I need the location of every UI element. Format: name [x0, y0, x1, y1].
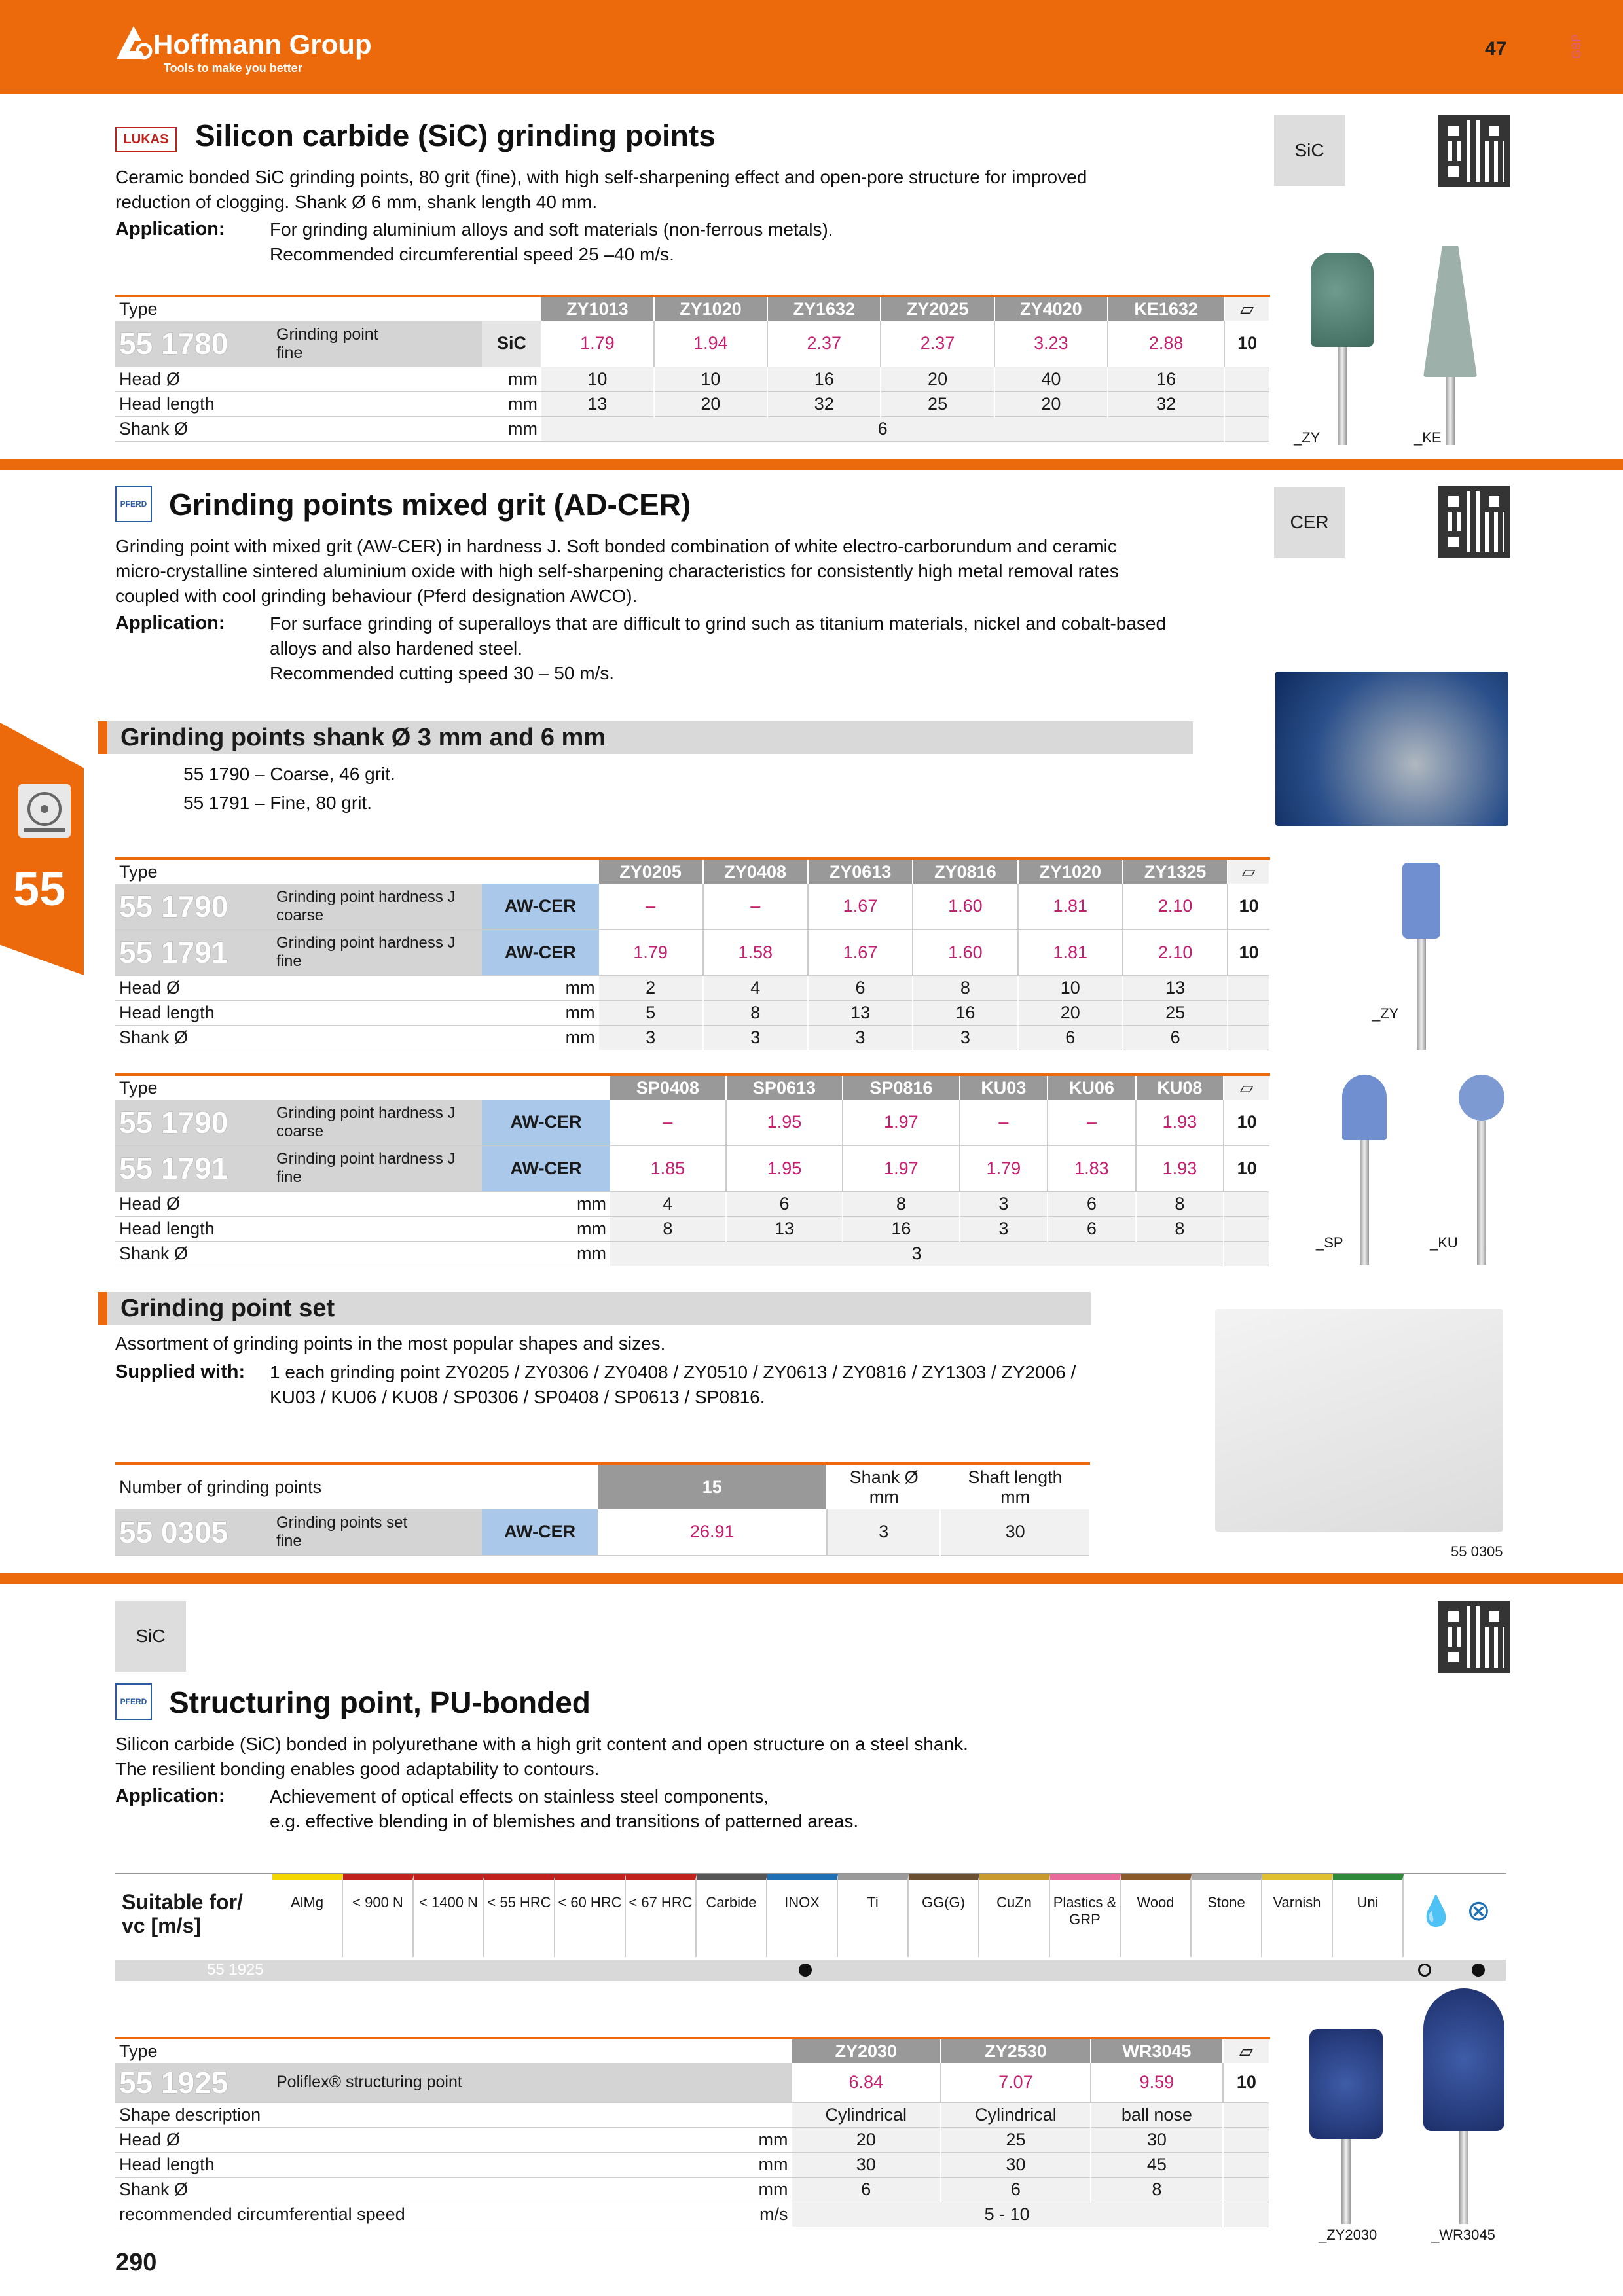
product-name: Grinding point hardness J coarse — [272, 884, 482, 929]
type-code: ZY2025 — [881, 296, 994, 321]
type-code: ZY0408 — [703, 859, 808, 884]
suitability-column: Plastics & GRP — [1050, 1874, 1121, 1957]
pferd-brand-logo: PFERD — [115, 486, 152, 522]
application-text: For surface grinding of superalloys that are difficult to grind such as titanium materials, nickel and cobalt-based — [270, 613, 1167, 634]
spec-label: Head Ø — [115, 367, 482, 391]
spec-value: 3 — [960, 1191, 1048, 1216]
spec-empty — [1228, 1025, 1269, 1050]
price: 26.91 — [598, 1509, 827, 1555]
spec-empty — [1224, 1191, 1269, 1216]
type-code: SP0408 — [610, 1075, 726, 1100]
type-code: SP0816 — [843, 1075, 959, 1100]
type-code: SP0613 — [726, 1075, 843, 1100]
article-number[interactable]: 55 1791 — [115, 1145, 272, 1191]
price: 9.59 — [1091, 2063, 1223, 2102]
spec-value: 30 — [941, 2152, 1091, 2177]
spec-value: 6 — [1018, 1025, 1123, 1050]
pferd-brand-logo: PFERD — [115, 1683, 152, 1720]
price: 1.85 — [610, 1145, 726, 1191]
type-label: Type — [115, 1075, 610, 1100]
type-code: ZY1325 — [1123, 859, 1228, 884]
product-table — [115, 2037, 1270, 2227]
image-caption: _ZY2030 — [1319, 2227, 1377, 2243]
article-number[interactable]: 55 1925 — [115, 2063, 272, 2102]
supplied-label: Supplied with: — [115, 1361, 246, 1382]
product-image — [1311, 253, 1374, 347]
spec-empty — [1223, 2152, 1269, 2177]
suitable-label: Suitable for/ vc [m/s] — [122, 1890, 243, 1937]
spec-value: 6 — [941, 2177, 1091, 2202]
spec-value: 13 — [808, 1000, 913, 1025]
spec-value: 6 — [792, 2177, 941, 2202]
spec-value: 25 — [881, 391, 994, 416]
spec-label: Head length — [115, 2152, 680, 2177]
description-line: The resilient bonding enables good adaptability to contours. — [115, 1759, 600, 1779]
price: – — [1048, 1100, 1136, 1145]
supplied-text: KU03 / KU06 / KU08 / SP0306 / SP0408 / SP0613 / SP0816. — [270, 1387, 765, 1407]
shank-image — [1417, 939, 1426, 1050]
spec-label: Shape description — [115, 2102, 680, 2127]
water-drop-icon: 💧 — [1418, 1895, 1454, 1928]
product-name: Poliflex® structuring point — [272, 2063, 792, 2102]
pack-size: 10 — [1228, 929, 1269, 975]
spec-value: 6 — [1048, 1191, 1136, 1216]
suitability-column: Uni — [1333, 1874, 1404, 1957]
spec-value: 20 — [994, 391, 1108, 416]
price: 1.60 — [913, 884, 1017, 929]
type-code: ZY0816 — [913, 859, 1017, 884]
qr-code-icon — [1438, 486, 1510, 558]
spec-empty — [1224, 1241, 1269, 1266]
pack-size: 10 — [1228, 884, 1269, 929]
type-code: KU08 — [1136, 1075, 1224, 1100]
type-code: ZY1013 — [541, 296, 654, 321]
pack-icon: ▱ — [1228, 859, 1269, 884]
spec-label: Shank Ø — [115, 1025, 482, 1050]
bond-type: AW-CER — [482, 1100, 610, 1145]
image-caption: _KU — [1430, 1234, 1458, 1251]
suitability-column: GG(G) — [909, 1874, 979, 1957]
article-number[interactable]: 55 1790 — [115, 884, 272, 929]
description-line: reduction of clogging. Shank Ø 6 mm, shank length 40 mm. — [115, 192, 598, 212]
no-water-icon: ⊗ — [1467, 1895, 1491, 1927]
price: 1.81 — [1018, 929, 1123, 975]
spec-value: 6 — [808, 975, 913, 1000]
spec-empty — [1223, 2202, 1269, 2227]
spec-label: Shank Ø — [115, 2177, 680, 2202]
suitability-column: INOX — [767, 1874, 838, 1957]
spec-unit: mm — [482, 1025, 599, 1050]
image-caption: _SP — [1316, 1234, 1343, 1251]
spec-value: 13 — [726, 1216, 843, 1241]
article-number[interactable]: 55 1790 — [115, 1100, 272, 1145]
image-caption: _ZY — [1294, 429, 1321, 446]
product-name: Grinding point hardness J fine — [272, 929, 482, 975]
footer-page-number: 290 — [115, 2249, 157, 2276]
product-name: Grinding point hardness J coarse — [272, 1100, 482, 1145]
supplied-text: 1 each grinding point ZY0205 / ZY0306 / ZY0408 / ZY0510 / ZY0613 / ZY0816 / ZY1303 / ZY2006 / — [270, 1362, 1076, 1382]
section-title: Grinding points mixed grit (AD-CER) — [169, 488, 691, 522]
wet-dot-icon — [1472, 1964, 1485, 1977]
shaft-length-header: Shaft length mm — [940, 1463, 1090, 1509]
spec-unit: mm — [482, 391, 541, 416]
spec-value: 10 — [1018, 975, 1123, 1000]
suitability-column: < 60 HRC — [555, 1874, 626, 1957]
spec-value: 10 — [541, 367, 654, 391]
spec-label: recommended circumferential speed — [115, 2202, 680, 2227]
spec-unit: mm — [482, 1000, 599, 1025]
application-text: For grinding aluminium alloys and soft materials (non-ferrous metals). — [270, 219, 833, 240]
material-tag: SiC — [115, 1601, 186, 1672]
product-image — [1402, 863, 1440, 939]
spec-value: 20 — [654, 391, 767, 416]
type-code: ZY0613 — [808, 859, 913, 884]
application-label: Application: — [115, 1785, 225, 1806]
pack-icon: ▱ — [1224, 296, 1269, 321]
price: 1.79 — [541, 321, 654, 367]
type-code: ZY1020 — [654, 296, 767, 321]
product-image — [1342, 1075, 1387, 1140]
pack-size: 10 — [1224, 1100, 1269, 1145]
type-code: WR3045 — [1091, 2038, 1223, 2063]
spec-label: Head length — [115, 1216, 482, 1241]
spec-unit: mm — [482, 1241, 610, 1266]
spec-value: 3 — [960, 1216, 1048, 1241]
bond-type: AW-CER — [482, 884, 599, 929]
suitability-matrix — [115, 1873, 1506, 1979]
chapter-number: 55 — [13, 863, 66, 916]
shank-image — [1338, 347, 1347, 445]
spec-label: Head Ø — [115, 2127, 680, 2152]
suitability-column: < 1400 N — [414, 1874, 484, 1957]
catalog-page-number: 47 — [1485, 38, 1507, 60]
spec-value: 30 — [792, 2152, 941, 2177]
shank-image — [1459, 2131, 1468, 2224]
price: 2.88 — [1108, 321, 1224, 367]
spec-value: 5 — [599, 1000, 703, 1025]
spec-value: 3 — [808, 1025, 913, 1050]
application-text: alloys and also hardened steel. — [270, 638, 523, 658]
spec-value: 16 — [843, 1216, 959, 1241]
price: 1.93 — [1136, 1100, 1224, 1145]
price: 1.94 — [654, 321, 767, 367]
type-code: ZY0205 — [599, 859, 703, 884]
price: 1.67 — [808, 929, 913, 975]
suitability-column: Ti — [838, 1874, 909, 1957]
shank-header: Shank Ø mm — [827, 1463, 940, 1509]
spec-empty — [1223, 2177, 1269, 2202]
price: – — [703, 884, 808, 929]
spec-value: Cylindrical — [792, 2102, 941, 2127]
price: 2.37 — [881, 321, 994, 367]
spec-empty — [1224, 367, 1269, 391]
spec-value: 20 — [792, 2127, 941, 2152]
spec-value: 8 — [843, 1191, 959, 1216]
section-divider — [0, 1573, 1623, 1584]
article-number[interactable]: 55 1791 — [115, 929, 272, 975]
price: – — [960, 1100, 1048, 1145]
bond-type: AW-CER — [482, 929, 599, 975]
spec-value: 4 — [703, 975, 808, 1000]
price: 1.79 — [599, 929, 703, 975]
suitability-column: < 900 N — [343, 1874, 414, 1957]
spec-value: 8 — [1091, 2177, 1223, 2202]
pack-icon: ▱ — [1223, 2038, 1269, 2063]
grit-line: 55 1791 – Fine, 80 grit. — [183, 793, 372, 813]
spec-unit: mm — [482, 416, 541, 441]
product-name: Grinding points set fine — [272, 1509, 482, 1555]
suitability-column: AlMg — [272, 1874, 343, 1957]
set-count-label: Number of grinding points — [115, 1463, 598, 1509]
spec-value: 6 — [1123, 1025, 1228, 1050]
section-title: Structuring point, PU-bonded — [169, 1685, 591, 1719]
price: 1.93 — [1136, 1145, 1224, 1191]
application-text: Recommended cutting speed 30 – 50 m/s. — [270, 663, 615, 683]
price: 1.79 — [960, 1145, 1048, 1191]
country-code: GBP — [1570, 33, 1583, 59]
price: 2.10 — [1123, 929, 1228, 975]
price: 1.58 — [703, 929, 808, 975]
spec-value: ball nose — [1091, 2102, 1223, 2127]
description-line: micro-crystalline sintered aluminium oxide with high self-sharpening characteristics for consistently high metal removal rates — [115, 561, 1119, 581]
shank-image — [1341, 2139, 1351, 2224]
application-photo — [1275, 672, 1508, 826]
chapter-tab — [0, 723, 84, 975]
spec-value: 20 — [881, 367, 994, 391]
spec-value: 3 — [913, 1025, 1017, 1050]
product-name: Grinding point fine — [272, 321, 482, 367]
product-image — [1459, 1075, 1504, 1121]
subsection-title: Grinding points shank Ø 3 mm and 6 mm — [98, 721, 1193, 754]
image-caption: 55 0305 — [1451, 1543, 1503, 1560]
image-caption: _ZY — [1372, 1005, 1399, 1022]
suitability-column: Carbide — [697, 1874, 767, 1957]
price: 1.95 — [726, 1100, 843, 1145]
spec-value: 25 — [941, 2127, 1091, 2152]
price: 1.83 — [1048, 1145, 1136, 1191]
price: 3.23 — [994, 321, 1108, 367]
spec-value: 5 - 10 — [792, 2202, 1223, 2227]
price: – — [599, 884, 703, 929]
shank-image — [1360, 1140, 1369, 1265]
spec-value: 13 — [541, 391, 654, 416]
bond-type: AW-CER — [482, 1145, 610, 1191]
spec-empty — [1223, 2102, 1269, 2127]
spec-value: 13 — [1123, 975, 1228, 1000]
price: 6.84 — [792, 2063, 941, 2102]
spec-label: Head length — [115, 1000, 482, 1025]
type-code: KU03 — [960, 1075, 1048, 1100]
dry-dot-icon — [1418, 1964, 1431, 1977]
type-code: ZY2030 — [792, 2038, 941, 2063]
spec-value: 30 — [1091, 2127, 1223, 2152]
spec-value: 25 — [1123, 1000, 1228, 1025]
suitability-column: Stone — [1192, 1874, 1262, 1957]
spec-label: Shank Ø — [115, 1241, 482, 1266]
spec-value: 4 — [610, 1191, 726, 1216]
spec-value: 8 — [1136, 1216, 1224, 1241]
spec-unit: mm — [680, 2127, 792, 2152]
pack-size: 10 — [1224, 1145, 1269, 1191]
price: – — [610, 1100, 726, 1145]
shank-image — [1446, 377, 1455, 445]
pack-size: 10 — [1224, 321, 1269, 367]
product-image — [1423, 246, 1477, 377]
product-table — [115, 857, 1270, 1050]
shank-image — [1477, 1121, 1486, 1265]
spec-unit: mm — [482, 1216, 610, 1241]
set-count-value: 15 — [598, 1463, 827, 1509]
spec-empty — [1224, 391, 1269, 416]
suitable-dot-icon — [799, 1964, 812, 1977]
spec-value: 6 — [1048, 1216, 1136, 1241]
spec-value: 20 — [1018, 1000, 1123, 1025]
grinding-disc-icon — [18, 784, 71, 838]
application-text: e.g. effective blending in of blemishes and transitions of patterned areas. — [270, 1811, 859, 1831]
type-label: Type — [115, 296, 541, 321]
article-number[interactable]: 55 0305 — [115, 1509, 272, 1555]
shaft-length-value: 30 — [940, 1509, 1090, 1555]
suitability-column: < 67 HRC — [626, 1874, 697, 1957]
spec-empty — [1224, 1216, 1269, 1241]
price: 2.37 — [767, 321, 881, 367]
spec-value: 16 — [767, 367, 881, 391]
type-label: Type — [115, 2038, 792, 2063]
subsection-title: Grinding point set — [98, 1292, 1091, 1325]
spec-value: 3 — [610, 1241, 1224, 1266]
spec-label: Head length — [115, 391, 482, 416]
type-code: KE1632 — [1108, 296, 1224, 321]
spec-unit: mm — [482, 1191, 610, 1216]
type-code: ZY2530 — [941, 2038, 1091, 2063]
price: 2.10 — [1123, 884, 1228, 929]
qr-code-icon — [1438, 1601, 1510, 1673]
description-line: coupled with cool grinding behaviour (Pferd designation AWCO). — [115, 586, 638, 606]
material-tag: SiC — [1274, 115, 1345, 186]
spec-unit: m/s — [680, 2202, 792, 2227]
spec-unit: mm — [680, 2152, 792, 2177]
spec-value: 45 — [1091, 2152, 1223, 2177]
spec-value: 6 — [726, 1191, 843, 1216]
application-label: Application: — [115, 613, 225, 634]
spec-unit: mm — [482, 975, 599, 1000]
spec-empty — [1228, 1000, 1269, 1025]
description-line: Grinding point with mixed grit (AW-CER) in hardness J. Soft bonded combination of white electro-carborundum and ceramic — [115, 536, 1117, 556]
brand-name: Hoffmann Group — [153, 29, 372, 60]
description-line: Silicon carbide (SiC) bonded in polyurethane with a high grit content and open structure on a steel shank. — [115, 1734, 968, 1754]
product-table — [115, 1073, 1270, 1266]
suitability-column: < 55 HRC — [484, 1874, 555, 1957]
product-name: Grinding point hardness J fine — [272, 1145, 482, 1191]
pack-icon: ▱ — [1224, 1075, 1269, 1100]
type-label: Type — [115, 859, 599, 884]
spec-label: Shank Ø — [115, 416, 482, 441]
application-text: Achievement of optical effects on stainless steel components, — [270, 1786, 769, 1806]
spec-value: 32 — [1108, 391, 1224, 416]
bond-type: AW-CER — [482, 1509, 598, 1555]
section-divider — [0, 459, 1623, 470]
article-number[interactable]: 55 1780 — [115, 321, 272, 367]
set-description: Assortment of grinding points in the most popular shapes and sizes. — [115, 1333, 666, 1354]
spec-value: 2 — [599, 975, 703, 1000]
spec-value: 8 — [913, 975, 1017, 1000]
set-photo — [1215, 1309, 1503, 1532]
price: 1.60 — [913, 929, 1017, 975]
price: 1.97 — [843, 1145, 959, 1191]
type-code: ZY1632 — [767, 296, 881, 321]
product-table — [115, 295, 1270, 442]
spec-unit — [680, 2102, 792, 2127]
suitability-column: Varnish — [1262, 1874, 1333, 1957]
description-line: Ceramic bonded SiC grinding points, 80 grit (fine), with high self-sharpening effect and open-pore structure for improved — [115, 167, 1087, 187]
price: 7.07 — [941, 2063, 1091, 2102]
spec-label: Head Ø — [115, 975, 482, 1000]
image-caption: _KE — [1414, 429, 1442, 446]
article-number: 55 1925 — [207, 1961, 264, 1979]
spec-value: 8 — [610, 1216, 726, 1241]
spec-label: Head Ø — [115, 1191, 482, 1216]
type-code: ZY4020 — [994, 296, 1108, 321]
application-text: Recommended circumferential speed 25 –40 m/s. — [270, 244, 674, 264]
grit-line: 55 1790 – Coarse, 46 grit. — [183, 764, 395, 784]
spec-value: 40 — [994, 367, 1108, 391]
product-image — [1423, 1988, 1504, 2131]
spec-value: 8 — [1136, 1191, 1224, 1216]
qr-code-icon — [1438, 115, 1510, 187]
spec-value: 32 — [767, 391, 881, 416]
material-tag: CER — [1274, 487, 1345, 558]
spec-value: 10 — [654, 367, 767, 391]
price: 1.97 — [843, 1100, 959, 1145]
type-code: KU06 — [1048, 1075, 1136, 1100]
image-caption: _WR3045 — [1431, 2227, 1495, 2243]
product-image — [1309, 2029, 1383, 2139]
lukas-brand-logo: LUKAS — [115, 127, 177, 152]
spec-unit: mm — [680, 2177, 792, 2202]
suitability-column: Wood — [1121, 1874, 1192, 1957]
set-table — [115, 1462, 1091, 1556]
spec-value: 6 — [541, 416, 1224, 441]
price: 1.81 — [1018, 884, 1123, 929]
spec-value: 16 — [913, 1000, 1017, 1025]
spec-empty — [1228, 975, 1269, 1000]
spec-value: 3 — [703, 1025, 808, 1050]
spec-empty — [1224, 416, 1269, 441]
spec-value: 16 — [1108, 367, 1224, 391]
price: 1.95 — [726, 1145, 843, 1191]
spec-value: 8 — [703, 1000, 808, 1025]
bond-type: SiC — [482, 321, 541, 367]
spec-value: Cylindrical — [941, 2102, 1091, 2127]
suitability-column: CuZn — [979, 1874, 1050, 1957]
spec-empty — [1223, 2127, 1269, 2152]
spec-value: 3 — [599, 1025, 703, 1050]
hoffmann-logo-icon — [115, 25, 153, 60]
section-title: Silicon carbide (SiC) grinding points — [195, 118, 716, 152]
shank-value: 3 — [827, 1509, 940, 1555]
price: 1.67 — [808, 884, 913, 929]
application-label: Application: — [115, 219, 225, 240]
type-code: ZY1020 — [1018, 859, 1123, 884]
spec-unit: mm — [482, 367, 541, 391]
pack-size: 10 — [1223, 2063, 1269, 2102]
brand-tagline: Tools to make you better — [164, 62, 302, 75]
